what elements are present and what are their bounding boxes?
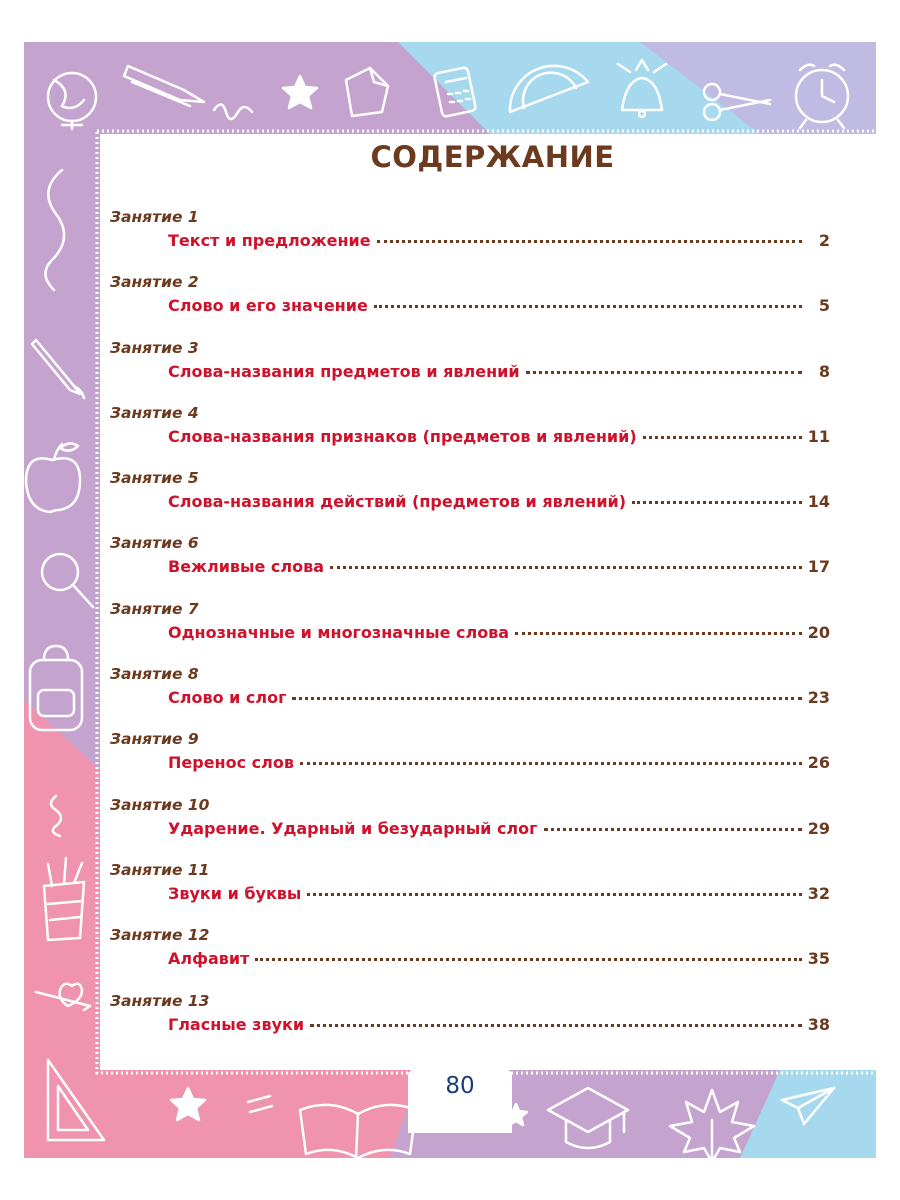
toc-line bbox=[168, 947, 830, 969]
toc-line bbox=[168, 229, 830, 251]
page-ref: 8 bbox=[818, 361, 830, 381]
page-number: 80 bbox=[445, 1073, 475, 1099]
lesson-title: Слово и слог bbox=[168, 688, 287, 708]
lesson-label: Занятие 8 bbox=[110, 665, 199, 684]
page-ref: 5 bbox=[818, 296, 830, 316]
toc-line bbox=[168, 1013, 830, 1035]
toc-line bbox=[168, 360, 830, 382]
toc-entry bbox=[110, 663, 830, 728]
dot-leader bbox=[632, 487, 802, 504]
lesson-label: Занятие 5 bbox=[110, 469, 199, 488]
dot-leader bbox=[307, 879, 801, 896]
dot-leader bbox=[374, 291, 802, 308]
dot-leader bbox=[544, 814, 802, 831]
lesson-title: Звуки и буквы bbox=[168, 883, 302, 903]
lesson-label: Занятие 4 bbox=[110, 403, 199, 422]
lesson-label: Занятие 2 bbox=[110, 273, 199, 292]
lesson-label: Занятие 9 bbox=[110, 730, 199, 749]
dot-leader bbox=[292, 683, 801, 700]
lesson-label: Занятие 12 bbox=[110, 926, 210, 945]
table-of-contents bbox=[110, 206, 830, 1055]
toc-entry bbox=[110, 794, 830, 859]
page-ref: 11 bbox=[807, 426, 830, 446]
toc-entry bbox=[110, 206, 830, 271]
lesson-title: Слова-названия действий (предметов и явлений) bbox=[168, 492, 627, 512]
page-ref: 2 bbox=[818, 231, 830, 250]
dot-leader bbox=[310, 1010, 802, 1027]
page-ref: 26 bbox=[807, 753, 830, 773]
page-ref: 32 bbox=[807, 883, 830, 903]
lesson-title: Перенос слов bbox=[168, 753, 294, 773]
toc-entry bbox=[110, 467, 830, 532]
toc-line bbox=[168, 751, 830, 773]
dot-leader bbox=[377, 226, 802, 243]
toc-line bbox=[168, 882, 830, 904]
lesson-label: Занятие 7 bbox=[110, 599, 199, 618]
toc-line bbox=[168, 555, 830, 577]
lesson-title: Однозначные и многозначные слова bbox=[168, 622, 510, 642]
page-ref: 38 bbox=[807, 1014, 830, 1034]
toc-line bbox=[168, 686, 830, 708]
page-title: СОДЕРЖАНИЕ bbox=[370, 140, 615, 174]
toc-entry bbox=[110, 598, 830, 663]
lesson-label: Занятие 6 bbox=[110, 534, 199, 553]
dot-leader bbox=[515, 618, 802, 635]
toc-line bbox=[168, 490, 830, 512]
toc-line bbox=[168, 621, 830, 643]
lesson-title: Вежливые слова bbox=[168, 557, 325, 577]
lesson-title: Текст и предложение bbox=[168, 231, 371, 250]
toc-entry bbox=[110, 337, 830, 402]
lesson-title: Слова-названия признаков (предметов и явлений) bbox=[168, 426, 637, 446]
page-ref: 20 bbox=[807, 622, 830, 642]
toc-entry bbox=[110, 990, 830, 1055]
dot-leader bbox=[526, 357, 802, 374]
dot-leader bbox=[255, 944, 801, 961]
toc-entry bbox=[110, 924, 830, 989]
lesson-label: Занятие 1 bbox=[110, 208, 199, 226]
toc-entry bbox=[110, 728, 830, 793]
lesson-title: Гласные звуки bbox=[168, 1014, 305, 1034]
lesson-label: Занятие 13 bbox=[110, 991, 210, 1010]
dot-leader bbox=[330, 552, 802, 569]
lesson-label: Занятие 11 bbox=[110, 860, 210, 879]
left-band bbox=[24, 42, 100, 1158]
dot-leader bbox=[300, 748, 802, 765]
lesson-title: Ударение. Ударный и безударный слог bbox=[168, 818, 538, 838]
lesson-label: Занятие 3 bbox=[110, 338, 199, 357]
page-ref: 17 bbox=[807, 557, 830, 577]
lesson-title: Слова-названия предметов и явлений bbox=[168, 361, 520, 381]
page-ref: 14 bbox=[807, 492, 830, 512]
dot-leader bbox=[643, 422, 802, 439]
toc-line bbox=[168, 817, 830, 839]
lesson-label: Занятие 10 bbox=[110, 795, 210, 814]
toc-entry bbox=[110, 402, 830, 467]
lesson-title: Слово и его значение bbox=[168, 296, 368, 316]
lesson-title: Алфавит bbox=[168, 949, 250, 969]
toc-entry bbox=[110, 859, 830, 924]
page-ref: 23 bbox=[807, 688, 830, 708]
toc-entry bbox=[110, 271, 830, 336]
toc-entry bbox=[110, 532, 830, 597]
page-ref: 29 bbox=[807, 818, 830, 838]
toc-line bbox=[168, 425, 830, 447]
toc-line bbox=[168, 294, 830, 316]
page-ref: 35 bbox=[807, 949, 830, 969]
